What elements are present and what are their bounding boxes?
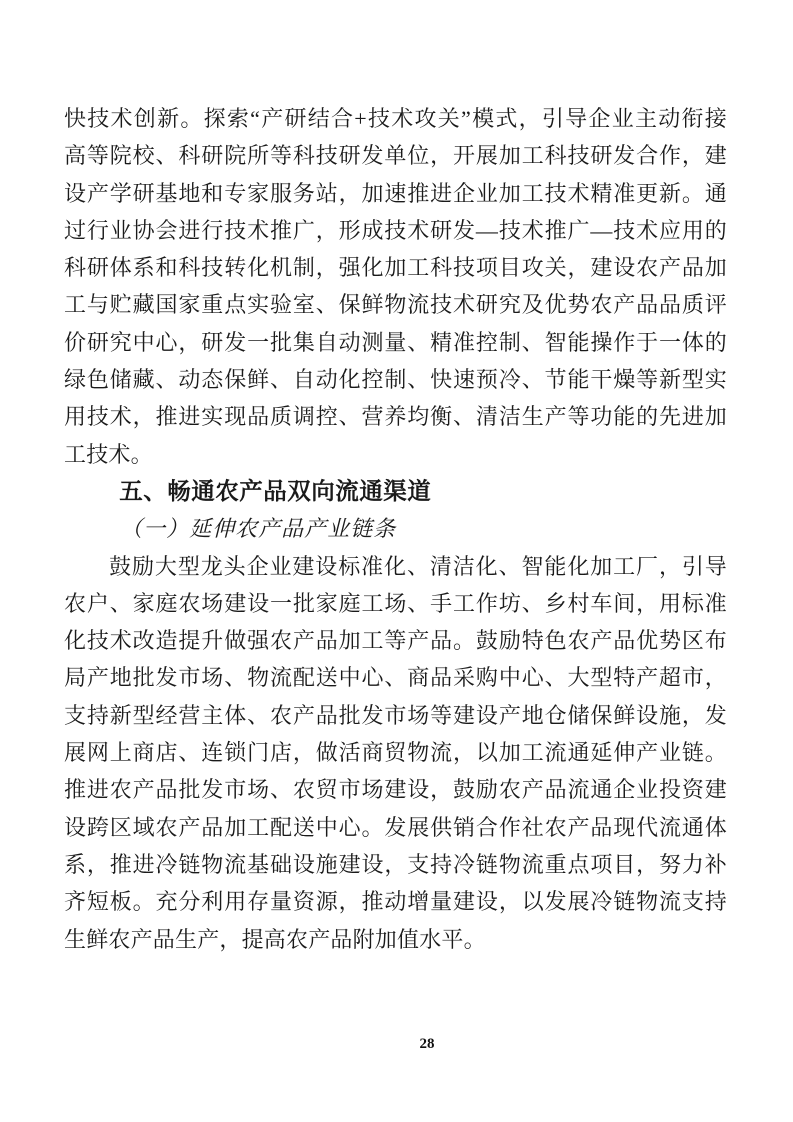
text-line: 科研体系和科技转化机制，强化加工科技项目攻关，建设农产品加 xyxy=(64,255,727,281)
text-line: 过行业协会进行技术推广，形成技术研发—技术推广—技术应用的 xyxy=(64,217,727,243)
text-line: 工与贮藏国家重点实验室、保鲜物流技术研究及优势农产品品质评 xyxy=(64,292,727,318)
text-line: 价研究中心，研发一批集自动测量、精准控制、智能操作于一体的 xyxy=(64,329,727,355)
text-line: 设跨区域农产品加工配送中心。发展供销合作社农产品现代流通体 xyxy=(64,814,727,840)
text-line: 生鲜农产品生产，提高农产品附加值水平。 xyxy=(64,926,486,952)
section-heading: 五、畅通农产品双向流通渠道 xyxy=(119,477,432,504)
text-line: 局产地批发市场、物流配送中心、商品采购中心、大型特产超市， xyxy=(64,665,727,691)
text-line: 快技术创新。探索“产研结合+技术攻关”模式，引导企业主动衔接 xyxy=(64,106,727,131)
text-line: 绿色储藏、动态保鲜、自动化控制、快速预冷、节能干燥等新型实 xyxy=(64,367,727,393)
text-block xyxy=(64,100,727,958)
subsection-heading: （一）延伸农产品产业链条 xyxy=(120,516,397,542)
text-line: 鼓励大型龙头企业建设标准化、清洁化、智能化加工厂，引导 xyxy=(109,553,727,579)
text-line: 支持新型经营主体、农产品批发市场等建设产地仓储保鲜设施，发 xyxy=(64,702,727,728)
text-line: 用技术，推进实现品质调控、营养均衡、清洁生产等功能的先进加 xyxy=(64,404,727,430)
text-line: 工技术。 xyxy=(64,441,153,467)
page-number: 28 xyxy=(419,1036,435,1052)
text-line: 高等院校、科研院所等科技研发单位，开展加工科技研发合作，建 xyxy=(64,143,727,169)
text-line: 展网上商店、连锁门店，做活商贸物流，以加工流通延伸产业链。 xyxy=(64,740,727,766)
text-line: 化技术改造提升做强农产品加工等产品。鼓励特色农产品优势区布 xyxy=(64,628,727,654)
text-line: 农户、家庭农场建设一批家庭工场、手工作坊、乡村车间，用标准 xyxy=(64,590,727,616)
paragraph-1 xyxy=(64,100,727,473)
text-line: 设产学研基地和专家服务站，加速推进企业加工技术精准更新。通 xyxy=(64,180,727,206)
text-line: 系，推进冷链物流基础设施建设，支持冷链物流重点项目，努力补 xyxy=(64,851,727,877)
paragraph-2 xyxy=(64,548,727,958)
text-line: 齐短板。充分利用存量资源，推动增量建设，以发展冷链物流支持 xyxy=(64,889,727,915)
text-line: 推进农产品批发市场、农贸市场建设，鼓励农产品流通企业投资建 xyxy=(64,777,727,803)
